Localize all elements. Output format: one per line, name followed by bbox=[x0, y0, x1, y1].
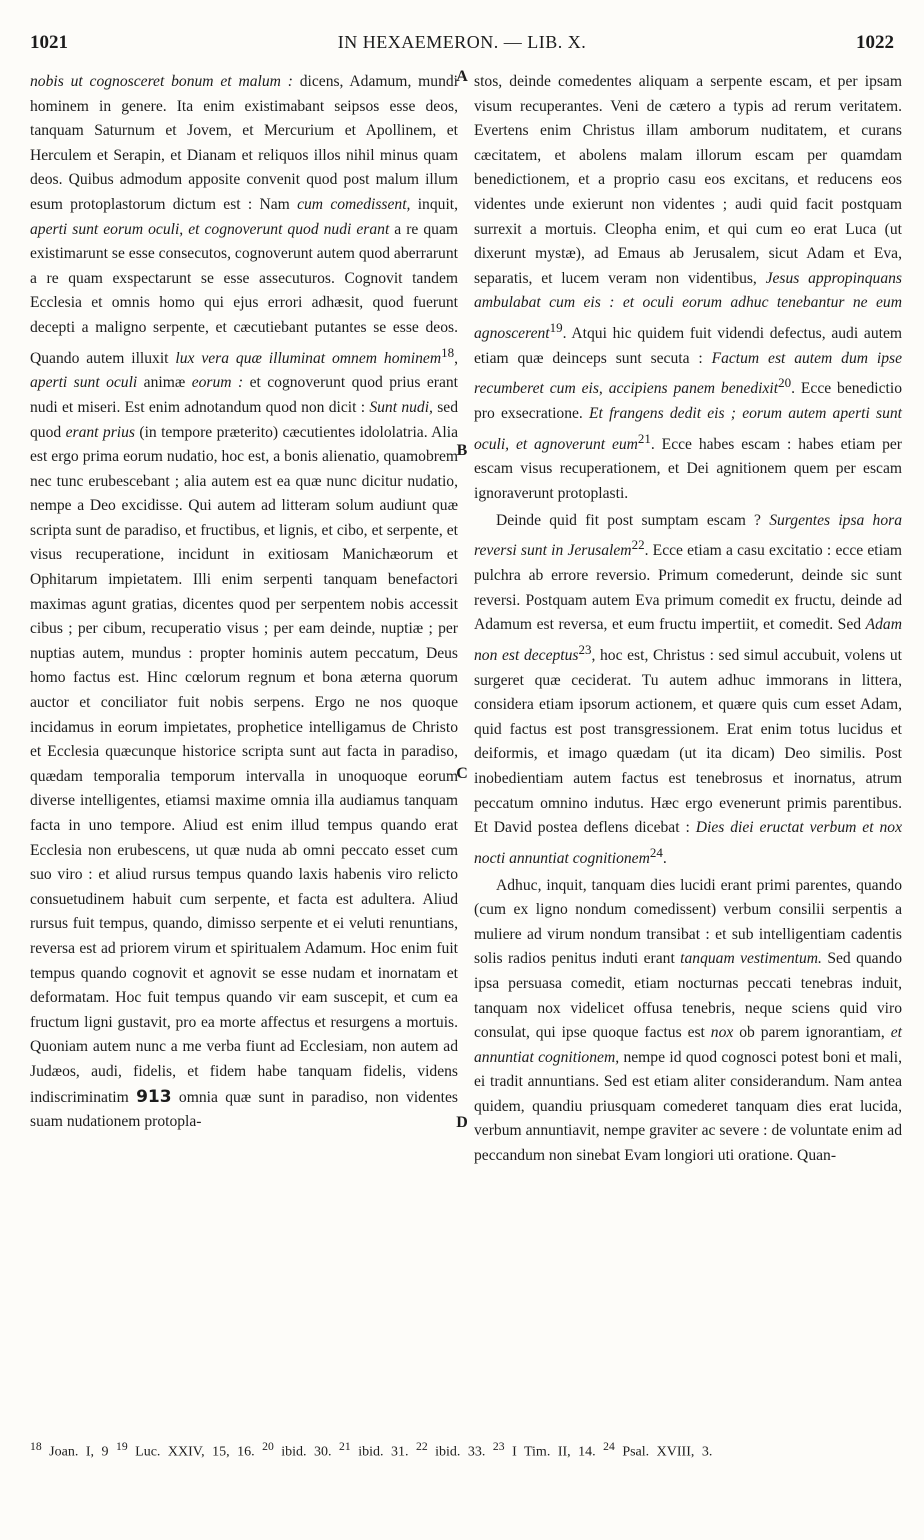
running-header bbox=[30, 32, 894, 62]
footnotes bbox=[30, 1437, 894, 1463]
footnote-number: 21 bbox=[339, 1440, 351, 1453]
footnote-number: 19 bbox=[115, 1440, 128, 1453]
text-italic: Et frangens dedit eis ; eorum autem aperti sunt oculi, et agnoverunt eum bbox=[474, 405, 903, 453]
footnote-reference: Luc. XXIV, 15, 16. bbox=[135, 1444, 255, 1460]
text-run: . Ecce habes escam : habes etiam per escam visus recuperationem, et Dei agnitionem quem per escam ignoraverunt protoplasti. bbox=[474, 435, 902, 503]
footnote-reference: I Tim. II, 14. bbox=[512, 1444, 596, 1460]
text-italic: lux vera quæ illuminat omnem hominem bbox=[175, 349, 442, 367]
footnote-reference: Joan. I, 9 bbox=[49, 1444, 109, 1460]
text-italic: Dies diei eructat verbum et nox nocti annuntiat cognitionem bbox=[474, 819, 902, 867]
text-italic: nox bbox=[710, 1024, 734, 1042]
text-run: omnia quæ sunt in paradiso, non videntes suam nudationem protopla- bbox=[30, 1088, 458, 1131]
text-italic: nobis ut cognosceret bonum et malum : bbox=[30, 73, 293, 90]
text-run: stos, deinde comedentes aliquam a serpente escam, et per ipsam visum recuperantes. Veni de cætero a typis ad rerum veritatem. Evertens enim Christus illam amborum nuditatem, et curans cæcitatem, et abolens malam illorum escam per quamdam benedictionem, et a proprio casu eos excitans, et reducens eos videntes unde exierunt non videntes ; audi quid facit postquam surrexit a mortuis. Cleopha enim, et qui cum eo erat Luca (ut dixerunt mystæ), ad Emaus ab Jerusalem, sicut Adam et Eva, separatis, et lucem veram non videntibus, bbox=[474, 73, 902, 287]
footnote-ref[interactable]: 24 bbox=[649, 844, 663, 860]
footnote-ref[interactable]: 18 bbox=[441, 344, 455, 360]
footnote-number: 22 bbox=[415, 1440, 428, 1453]
text-italic: eorum : bbox=[191, 374, 244, 392]
footnote-ref[interactable]: 19 bbox=[549, 319, 563, 335]
text-run: a re quam existimarunt se esse consecutos, cognoverunt autem quod aberrarunt a re quam exspectarunt se esse assecuturos. Cognovit tandem Ecclesia et omnis homo qui ejus errori adhæsit, quod fuerunt decepti a maligno serpente, et cæcutiebant putantes se esse deos. Quando autem illuxit bbox=[30, 220, 458, 367]
right-paragraph-1 bbox=[474, 70, 902, 507]
footnote-reference: ibid. 30. bbox=[281, 1444, 332, 1460]
footnote-reference: Psal. XVIII, 3. bbox=[622, 1444, 713, 1460]
text-run: . Ecce etiam a casu excitatio : ecce etiam pulchra ab errore reversio. Primum comederunt, deinde sic sunt reversi. Postquam autem Eva primum comedit ex fructu, deinde ad Adamum est reversa, et eum fructu impertiit, et comedit. Sed bbox=[474, 542, 902, 634]
footnote-number: 20 bbox=[262, 1440, 274, 1453]
footnote-reference: ibid. 31. bbox=[358, 1444, 409, 1460]
text-italic: Factum est autem dum ipse recumberet cum eis, accipiens panem benedixit bbox=[474, 349, 902, 398]
text-italic: aperti sunt oculi bbox=[30, 374, 138, 392]
text-italic: tanquam vestimentum. bbox=[680, 950, 822, 968]
text-run: . bbox=[662, 849, 667, 867]
footnote-ref[interactable]: 20 bbox=[778, 375, 792, 391]
page-number-left: 1021 bbox=[30, 32, 68, 53]
text-run: ob parem ignorantiam, bbox=[733, 1024, 891, 1042]
footnote-ref[interactable]: 23 bbox=[578, 641, 592, 657]
text-run: . Ecce benedictio pro exsecratione. bbox=[474, 380, 902, 423]
margin-marker-b: B bbox=[456, 442, 468, 459]
footnote-ref[interactable]: 21 bbox=[637, 430, 651, 446]
footnote-reference: ibid. 33. bbox=[435, 1444, 486, 1460]
page-number-right: 1022 bbox=[856, 32, 894, 53]
left-column bbox=[30, 70, 458, 1135]
margin-marker-d: D bbox=[456, 1114, 468, 1131]
footnote-ref[interactable]: 22 bbox=[631, 537, 645, 553]
text-italic: aperti sunt eorum oculi, et cognoverunt quod nudi erant bbox=[30, 220, 390, 238]
footnote-number: 23 bbox=[492, 1440, 505, 1453]
text-italic: Surgentes ipsa hora reversi sunt in Jerusalem bbox=[474, 511, 903, 560]
footnote-number: 24 bbox=[603, 1440, 615, 1453]
text-run: (in tempore præterito) cæcutientes idololatria. Alia est ergo prima eorum nudatio, hoc est, a bonis alienatio, quamobrem nec tunc erubescebant ; alia autem est ea quæ nunc dicitur nudatio, nempe a Deo excidisse. Qui autem ad litteram solum audiunt quæ scripta sunt de paradiso, et fructibus, et lignis, et cibo, et serpente, et visus recuperatione, incidunt in exitiosam Manichæorum et Ophitarum impietatem. Illi enim serpenti tanquam benefactori maximas agunt gratias, dicentes quod per serpentem nobis accessit cibus ; per cibum, recuperatio visus ; per eam deinde, nuptiæ ; per nuptias autem, mundus : propter hominis autem peccatum, Deus homo factus est. Hinc cœlorum regnum et bona æterna quorum auctor et conciliator fuit nobis serpens. Ergo ne nos quoque incidamus in eorum impietates, prophetice intelligamus de Christo et Ecclesia quæcunque historice scripta sunt aut facta in paradiso, quædam temporalia temporum intervalla in unoquoque eorum diverse intelligentes, etiamsi maxime omnia illa audiamus tanquam facta in uno tempore. Aliud est enim illud tempus quando erat Ecclesia non erubescens, ut quæ nuda ab omni peccato esset cum suo viro : et aliud rursus tempus quando laxis habenis viro relicto consuetudinem habuit cum serpente, et facta est adultera. Aliud rursus fuit tempus, quando, dimisso serpente et ei veluti renuntians, reversa est ad priorem virum et spiritualem Adamum. Hoc enim fuit tempus quando cognovit et agnovit se esse nudam et inornatam et deformatam. Hoc fuit tempus quando vir eam suscepit, et cum ea fructum ligni gustavit, pro ea morte affectus et resurgens a mortuis. Quoniam autem nunc a me verba fiunt ad Ecclesiam, non autem ad Judæos, audi, fidelis, et fidem habe tanquam fidelis, videns indiscriminatim bbox=[30, 423, 458, 1106]
text-italic: Jesus appropinquans ambulabat cum eis : et oculi eorum adhuc tenebantur ne eum agnoscerent bbox=[474, 269, 902, 343]
right-column bbox=[474, 70, 902, 1169]
text-run: , bbox=[454, 349, 458, 367]
margin-marker-c: C bbox=[456, 765, 468, 782]
margin-marker-a: A bbox=[456, 68, 468, 85]
text-italic: cum comedissent, bbox=[297, 195, 411, 213]
text-run: et cognoverunt quod prius erant nudi et miseri. Est enim adnotandum quod non dicit : bbox=[30, 374, 458, 416]
text-italic: Adam non est deceptus bbox=[474, 616, 902, 664]
text-italic: Sunt nudi, bbox=[369, 398, 433, 416]
text-run: , hoc est, Christus : sed simul accubuit, volens ut surgeret quæ ceciderat. Tu autem adhuc immorans in littera, considera etiam ipsorum actionem, et quære quis cum esset Adam, quid factus est post transgressionem. Erat enim totus lucidus et deiformis, et imago quædam (ut ita dicam) Deo similis. Post inobedientiam autem factus est tenebrosus et inornatus, atrum peccatum omnino indutus. Hæc ergo evenerunt primis parentibus. Et David postea deflens dicebat : bbox=[474, 647, 902, 837]
footnote-number: 18 bbox=[30, 1440, 42, 1453]
text-italic: et annuntiat cognitionem, bbox=[474, 1024, 902, 1066]
text-run: dicens, Adamum, mundi hominem in genere. Ita enim existimabant seipsos esse deos, tanquam Saturnum et Jovem, et Mercurium et Apollinem, et Herculem et Serapin, et Dianam et reliquos illos nihil minus quam deos. Quibus admodum apposite convenit quod post malum illum esum protoplastorum dictum est : Nam bbox=[30, 73, 459, 213]
text-run: sed quod bbox=[30, 398, 459, 441]
text-run: animæ bbox=[137, 374, 192, 392]
text-run: Adhuc, inquit, tanquam dies lucidi erant primi parentes, quando (cum ex ligno nondum comedissent) verbum consilii serpentis a muliere ad virum nondum transibat : et sub intelligentiam cadentis solis radios penitus induti erant bbox=[474, 876, 902, 968]
text-run: Sed quando ipsa persuasa comedit, etiam nocturnas peccati tenebras induit, tanquam nox videlicet offusa tenebris, neque sciens quid viro consulat, qui ipse quoque factus est bbox=[474, 950, 902, 1042]
running-title: IN HEXAEMERON. — LIB. X. bbox=[337, 32, 587, 52]
column-number: 913 bbox=[136, 1086, 172, 1107]
text-run: . Atqui hic quidem fuit videndi defectus, audi autem etiam quæ deinceps sunt secuta : bbox=[474, 325, 902, 367]
right-paragraph-2 bbox=[474, 509, 902, 872]
text-run: Deinde quid fit post sumptam escam ? bbox=[496, 511, 770, 529]
left-paragraph-1 bbox=[30, 70, 458, 1135]
text-run: inquit, bbox=[410, 195, 459, 213]
right-paragraph-3 bbox=[474, 874, 902, 1169]
text-run: nempe id quod cognosci potest boni et mali, ei tradit annuntians. Sed est etiam aliter considerandum. Nam antea quidem, quandiu priusquam comederet tanquam dies erat lucida, verbum annuntiavit, nempe graviter ac severe : de voluntate enim ad peccandum non sinebat Evam longiori uti oratione. Quan- bbox=[474, 1048, 902, 1165]
text-italic: erant prius bbox=[65, 423, 135, 441]
